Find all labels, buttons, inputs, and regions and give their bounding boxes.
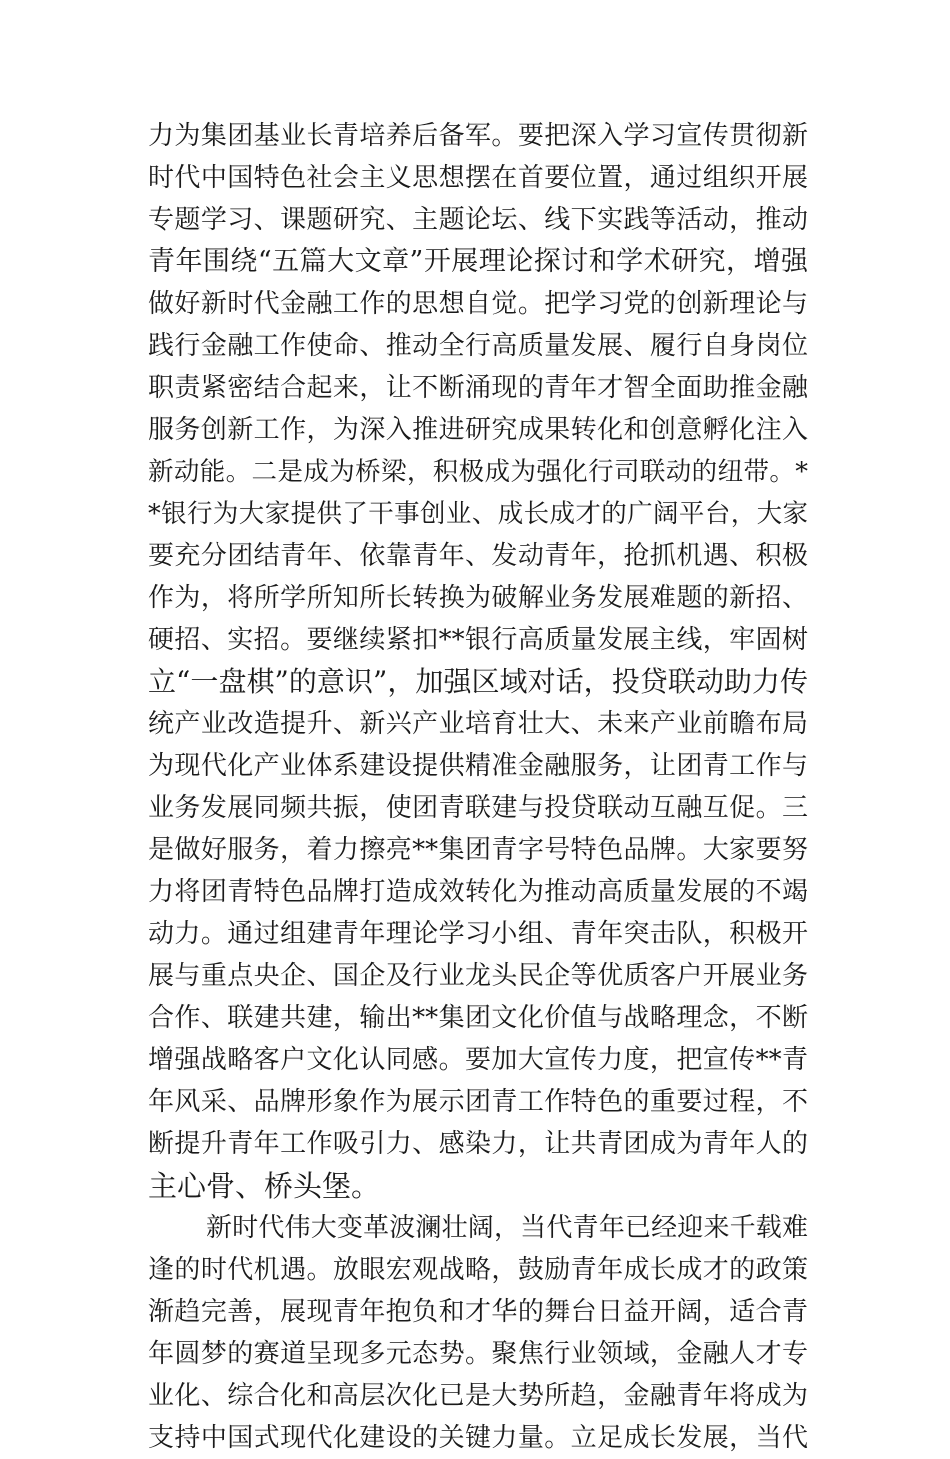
text-line: 年圆梦的赛道呈现多元态势。聚焦行业领域，金融人才专 — [148, 1339, 808, 1369]
text-line: 硬招、实招。要继续紧扣**银行高质量发展主线，牢固树 — [148, 625, 808, 655]
text-line: 断提升青年工作吸引力、感染力，让共青团成为青年人的 — [148, 1129, 808, 1159]
text-line: 合作、联建共建，输出**集团文化价值与战略理念，不断 — [148, 1003, 808, 1033]
text-line: 动力。通过组建青年理论学习小组、青年突击队，积极开 — [148, 919, 808, 949]
paragraph-1 — [148, 115, 808, 1207]
text-line: 青年围绕“五篇大文章”开展理论探讨和学术研究，增强 — [148, 246, 808, 277]
text-line: 业务发展同频共振，使团青联建与投贷联动互融互促。三 — [148, 793, 808, 823]
text-line: 职责紧密结合起来，让不断涌现的青年才智全面助推金融 — [148, 373, 808, 403]
paragraph-2 — [148, 1207, 808, 1459]
text-line: 作为，将所学所知所长转换为破解业务发展难题的新招、 — [148, 583, 808, 613]
text-line: 增强战略客户文化认同感。要加大宣传力度，把宣传**青 — [148, 1045, 808, 1075]
text-line: 渐趋完善，展现青年抱负和才华的舞台日益开阔，适合青 — [148, 1297, 808, 1327]
text-line: 展与重点央企、国企及行业龙头民企等优质客户开展业务 — [148, 961, 808, 991]
text-line: 力为集团基业长青培养后备军。要把深入学习宣传贯彻新 — [148, 121, 808, 151]
text-line: 年风采、品牌形象作为展示团青工作特色的重要过程，不 — [148, 1087, 808, 1117]
text-line: 支持中国式现代化建设的关键力量。立足成长发展，当代 — [148, 1423, 808, 1453]
text-line: 新动能。二是成为桥梁，积极成为强化行司联动的纽带。* — [148, 457, 808, 487]
text-line: *银行为大家提供了干事创业、成长成才的广阔平台，大家 — [148, 499, 808, 529]
text-line: 力将团青特色品牌打造成效转化为推动高质量发展的不竭 — [148, 877, 808, 907]
text-line: 专题学习、课题研究、主题论坛、线下实践等活动，推动 — [148, 205, 808, 235]
text-line: 做好新时代金融工作的思想自觉。把学习党的创新理论与 — [148, 289, 808, 319]
text-line: 主心骨、桥头堡。 — [148, 1169, 381, 1203]
body-text — [148, 115, 808, 1459]
text-line: 新时代伟大变革波澜壮阔，当代青年已经迎来千载难 — [206, 1213, 808, 1243]
text-line: 为现代化产业体系建设提供精准金融服务，让团青工作与 — [148, 751, 808, 781]
text-line: 立“一盘棋”的意识”，加强区域对话，投贷联动助力传 — [148, 665, 808, 698]
text-line: 是做好服务，着力擦亮**集团青字号特色品牌。大家要努 — [148, 835, 808, 865]
text-line: 逢的时代机遇。放眼宏观战略，鼓励青年成长成才的政策 — [148, 1255, 808, 1285]
text-line: 业化、综合化和高层次化已是大势所趋，金融青年将成为 — [148, 1381, 808, 1411]
text-line: 时代中国特色社会主义思想摆在首要位置，通过组织开展 — [148, 163, 808, 193]
text-line: 统产业改造提升、新兴产业培育壮大、未来产业前瞻布局 — [148, 709, 808, 739]
text-line: 践行金融工作使命、推动全行高质量发展、履行自身岗位 — [148, 331, 808, 361]
text-line: 要充分团结青年、依靠青年、发动青年，抢抓机遇、积极 — [148, 541, 808, 571]
text-line: 服务创新工作，为深入推进研究成果转化和创意孵化注入 — [148, 415, 808, 445]
